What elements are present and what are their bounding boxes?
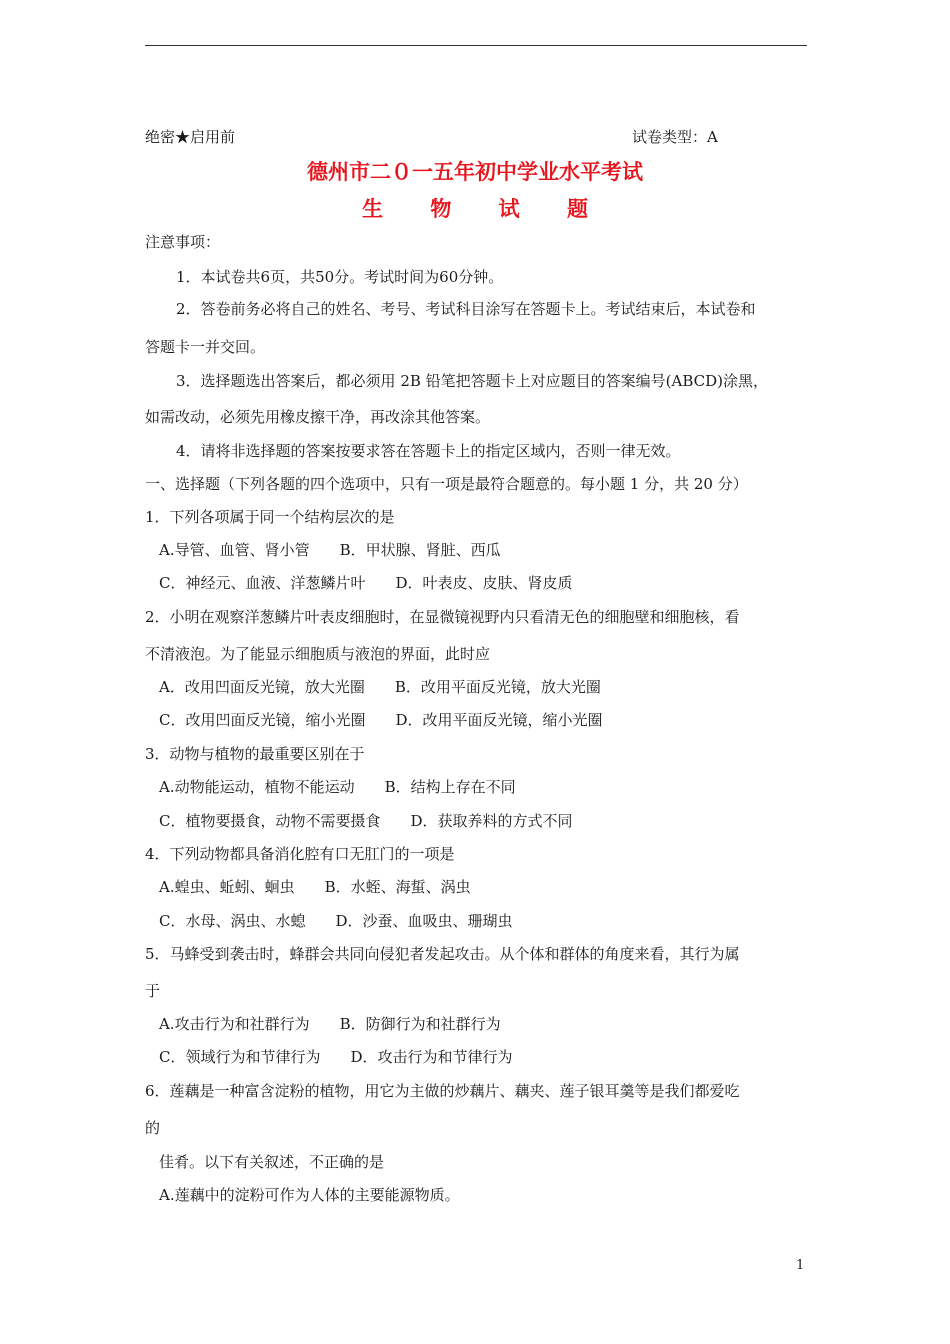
q2-options-row2: C．改用凹面反光镜，缩小光圈 D．改用平面反光镜，缩小光圈 <box>159 711 603 729</box>
q1-stem: 1．下列各项属于同一个结构层次的是 <box>145 508 395 526</box>
header-rule <box>145 45 807 46</box>
q6-stem-a: 6．莲藕是一种富含淀粉的植物，用它为主做的炒藕片、藕夹、莲子银耳羹等是我们都爱吃 <box>145 1082 740 1100</box>
note-item-2b: 答题卡一并交回。 <box>145 338 266 356</box>
q1-options-row2: C．神经元、血液、洋葱鳞片叶 D．叶表皮、皮肤、肾皮质 <box>159 574 573 592</box>
q6-stem-b: 的 <box>145 1119 161 1137</box>
q2-stem-b: 不清液泡。为了能显示细胞质与液泡的界面，此时应 <box>145 645 491 663</box>
section-heading: 一、选择题（下列各题的四个选项中，只有一项是最符合题意的。每小题 1 分，共 20 分） <box>145 475 748 493</box>
note-item-2a: 2．答卷前务必将自己的姓名、考号、考试科目涂写在答题卡上。考试结束后，本试卷和 <box>176 300 756 318</box>
note-item-3b: 如需改动，必须先用橡皮擦干净，再改涂其他答案。 <box>145 408 491 426</box>
q6-stem-c: 佳肴。以下有关叙述，不正确的是 <box>159 1153 385 1171</box>
page-number: 1 <box>796 1258 805 1273</box>
confidential-label: 绝密★启用前 <box>145 128 236 146</box>
note-item-1: 1．本试卷共6页，共50分。考试时间为60分钟。 <box>176 268 504 286</box>
q3-stem: 3．动物与植物的最重要区别在于 <box>145 745 365 763</box>
q1-options-row1: A.导管、血管、肾小管 B．甲状腺、肾脏、西瓜 <box>159 541 501 559</box>
q3-options-row2: C．植物要摄食，动物不需要摄食 D．获取养料的方式不同 <box>159 812 573 830</box>
exam-title: 德州市二０一五年初中学业水平考试 <box>307 159 643 184</box>
note-item-3a: 3．选择题选出答案后，都必须用 2B 铅笔把答题卡上对应题目的答案编号(ABCD)涂黑， <box>176 372 768 390</box>
paper-type-label: 试卷类型：A <box>632 128 718 146</box>
q4-options-row2: C．水母、涡虫、水螅 D．沙蚕、血吸虫、珊瑚虫 <box>159 912 513 930</box>
subject-title: 生 物 试 题 <box>362 196 608 221</box>
q5-stem-a: 5．马蜂受到袭击时，蜂群会共同向侵犯者发起攻击。从个体和群体的角度来看，其行为属 <box>145 945 740 963</box>
q4-stem: 4．下列动物都具备消化腔有口无肛门的一项是 <box>145 845 455 863</box>
q6-option-a: A.莲藕中的淀粉可作为人体的主要能源物质。 <box>159 1186 460 1204</box>
q4-options-row1: A.蝗虫、蚯蚓、蛔虫 B．水蛭、海蜇、涡虫 <box>159 878 471 896</box>
q3-options-row1: A.动物能运动，植物不能运动 B．结构上存在不同 <box>159 778 516 796</box>
q5-options-row1: A.攻击行为和社群行为 B．防御行为和社群行为 <box>159 1015 501 1033</box>
q5-stem-b: 于 <box>145 982 161 1000</box>
notes-heading: 注意事项： <box>145 233 221 251</box>
q2-options-row1: A．改用凹面反光镜，放大光圈 B．改用平面反光镜，放大光圈 <box>159 678 601 696</box>
note-item-4: 4．请将非选择题的答案按要求答在答题卡上的指定区域内，否则一律无效。 <box>176 442 681 460</box>
q5-options-row2: C．领域行为和节律行为 D．攻击行为和节律行为 <box>159 1048 513 1066</box>
q2-stem-a: 2．小明在观察洋葱鳞片叶表皮细胞时，在显微镜视野内只看清无色的细胞壁和细胞核，看 <box>145 608 740 626</box>
